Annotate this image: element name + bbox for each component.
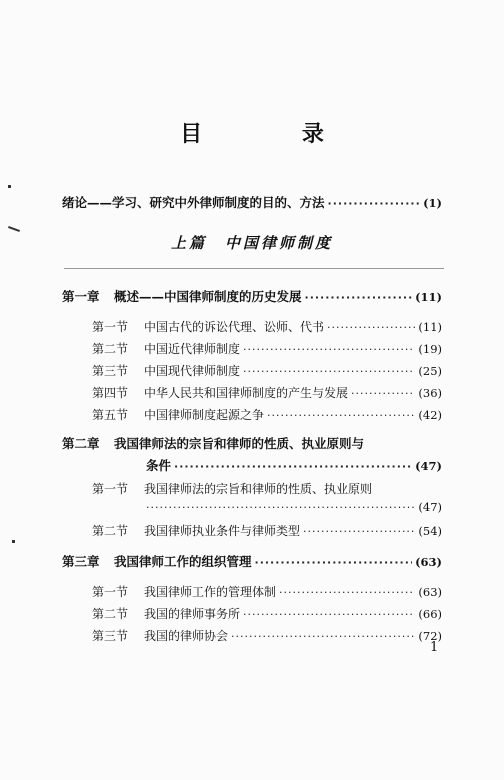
section-label: 第二节 (92, 342, 129, 356)
leader-dots (279, 586, 415, 599)
intro-page: (1) (423, 196, 442, 210)
toc-entry-section[interactable] (92, 605, 442, 622)
intro-title: ——学习、研究中外律师制度的目的、方法 (87, 195, 325, 210)
chapter-label: 第二章 (62, 436, 100, 451)
leader-dots (305, 291, 413, 304)
toc-entry-section[interactable] (92, 362, 442, 379)
leader-dots (243, 608, 415, 621)
chapter-title: 概述——中国律师制度的历史发展 (114, 289, 302, 304)
toc-entry-chapter-1[interactable] (62, 287, 442, 305)
chapter-title: 我国律师工作的组织管理 (114, 554, 252, 569)
section-page: (11) (418, 320, 442, 334)
leader-dots (243, 365, 415, 378)
section-label: 第二节 (92, 524, 129, 538)
section-page: (47) (418, 500, 442, 514)
section-label: 第一节 (92, 482, 129, 496)
page-title: 目 录 (180, 122, 370, 147)
toc-entry-section[interactable] (92, 384, 442, 401)
section-title: 我国的律师事务所 (144, 607, 241, 621)
intro-label: 绪论 (62, 195, 88, 210)
section-title: 我国律师执业条件与律师类型 (144, 524, 301, 538)
toc-entry-chapter-3[interactable] (62, 552, 442, 570)
toc-entry-section[interactable] (92, 480, 372, 497)
chapter-label: 第一章 (62, 289, 100, 304)
leader-dots (351, 387, 415, 400)
chapter-title: 我国律师法的宗旨和律师的性质、执业原则与 (114, 436, 365, 451)
section-page: (19) (418, 342, 442, 356)
section-page: (42) (418, 408, 442, 422)
section-page: (72) (418, 629, 442, 643)
section-title: 我国律师法的宗旨和律师的性质、执业原则 (144, 482, 373, 496)
part-heading: 上篇 中国律师制度 (170, 234, 333, 252)
section-title: 我国的律师协会 (144, 629, 229, 643)
toc-entry-section[interactable] (92, 522, 442, 539)
page-number: 1 (430, 640, 439, 655)
section-page: (66) (418, 607, 442, 621)
leader-dots (255, 556, 413, 569)
divider (64, 268, 444, 269)
chapter-page: (11) (415, 290, 442, 304)
section-page: (63) (418, 585, 442, 599)
section-label: 第三节 (92, 364, 129, 378)
section-label: 第二节 (92, 607, 129, 621)
toc-entry-chapter-2[interactable] (62, 434, 364, 452)
toc-entry-section[interactable] (92, 583, 442, 600)
section-title: 中国古代的诉讼代理、讼师、代书 (144, 320, 325, 334)
section-title: 中华人民共和国律师制度的产生与发展 (144, 386, 349, 400)
chapter-title-cont: 条件 (146, 458, 172, 473)
section-page: (25) (418, 364, 442, 378)
leader-dots (327, 321, 415, 334)
section-label: 第一节 (92, 320, 129, 334)
toc-entry-section-cont[interactable] (146, 500, 442, 514)
leader-dots (146, 501, 415, 514)
section-title: 中国现代律师制度 (144, 364, 241, 378)
section-label: 第五节 (92, 408, 129, 422)
leader-dots (267, 409, 415, 422)
leader-dots (231, 630, 415, 643)
section-label: 第四节 (92, 386, 129, 400)
section-title: 中国近代律师制度 (144, 342, 241, 356)
toc-entry-chapter-2-cont[interactable] (146, 456, 442, 474)
toc-entry-section[interactable] (92, 406, 442, 423)
section-page: (54) (418, 524, 442, 538)
section-title: 中国律师制度起源之争 (144, 408, 265, 422)
leader-dots (174, 460, 412, 473)
leader-dots (303, 525, 415, 538)
chapter-page: (47) (415, 459, 442, 473)
toc-entry-section[interactable] (92, 318, 442, 335)
section-title: 我国律师工作的管理体制 (144, 585, 277, 599)
scan-speck (12, 540, 15, 543)
toc-entry-section[interactable] (92, 340, 442, 357)
section-label: 第三节 (92, 629, 129, 643)
section-label: 第一节 (92, 585, 129, 599)
scan-speck (8, 185, 11, 188)
chapter-label: 第三章 (62, 554, 100, 569)
section-page: (36) (418, 386, 442, 400)
leader-dots (328, 197, 421, 210)
toc-entry-section[interactable] (92, 627, 442, 644)
chapter-page: (63) (415, 555, 442, 569)
toc-entry-intro[interactable] (62, 193, 442, 211)
leader-dots (243, 343, 415, 356)
